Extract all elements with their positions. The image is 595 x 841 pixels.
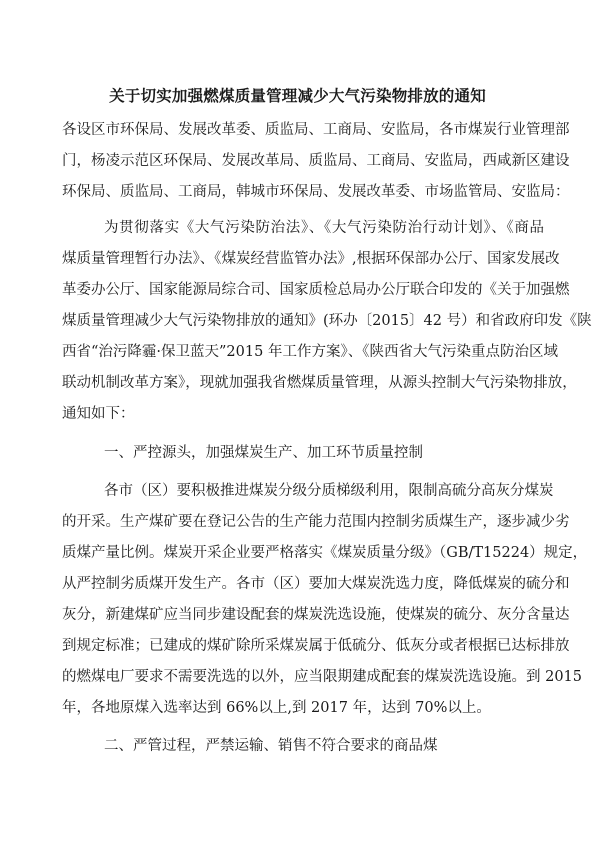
intro-line: 煤质量管理减少大气污染物排放的通知》(环办〔2015〕42 号）和省政府印发《陕 [62,313,592,329]
document-title: 关于切实加强燃煤质量管理减少大气污染物排放的通知 [109,86,486,105]
intro-line: 为贯彻落实《大气污染防治法》、《大气污染防治行动计划》、《商品 [104,220,544,236]
addressee-line: 门，杨凌示范区环保局、发展改革局、质监局、工商局、安监局，西咸新区建设 [62,153,570,169]
section1-line: 各市（区）要积极推进煤炭分级分质梯级利用，限制高硫分高灰分煤炭 [104,483,554,499]
intro-line: 联动机制改革方案》，现就加强我省燃煤质量管理，从源头控制大气污染物排放， [62,375,577,391]
section1-line: 的燃煤电厂要求不需要洗选的以外，应当限期建成配套的煤炭洗选设施。到 2015 [62,669,583,685]
addressee-line: 环保局、质监局、工商局，韩城市环保局、发展改革委、市场监管局、安监局： [62,184,570,200]
intro-line: 煤质量管理暂行办法》、《煤炭经营监管办法》,根据环保部办公厅、国家发展改 [62,251,560,267]
section1-line: 灰分，新建煤矿应当同步建设配套的煤炭洗选设施，使煤炭的硫分、灰分含量达 [62,607,570,623]
intro-line: 革委办公厅、国家能源局综合司、国家质检总局办公厅联合印发的《关于加强燃 [62,282,570,298]
section-heading: 一、严控源头，加强煤炭生产、加工环节质量控制 [104,445,423,461]
section1-line: 到规定标准；已建成的煤矿除所采煤炭属于低硫分、低灰分或者根据已达标排放 [62,638,570,654]
section1-line: 的开采。生产煤矿要在登记公告的生产能力范围内控制劣质煤生产，逐步减少劣 [62,514,570,530]
addressee-line: 各设区市环保局、发展改革委、质监局、工商局、安监局，各市煤炭行业管理部 [62,122,570,138]
intro-line: 西省“治污降霾·保卫蓝天”2015 年工作方案》、《陕西省大气污染重点防治区域 [62,344,558,360]
section1-line: 质煤产量比例。煤炭开采企业要严格落实《煤炭质量分级》（GB/T15224）规定， [62,545,588,561]
section1-line: 年，各地原煤入选率达到 66%以上,到 2017 年，达到 70%以上。 [62,700,491,716]
section-heading: 二、严管过程，严禁运输、销售不符合要求的商品煤 [104,738,438,754]
intro-line: 通知如下： [62,406,135,422]
section1-line: 从严控制劣质煤开发生产。各市（区）要加大煤炭洗选力度，降低煤炭的硫分和 [62,576,570,592]
